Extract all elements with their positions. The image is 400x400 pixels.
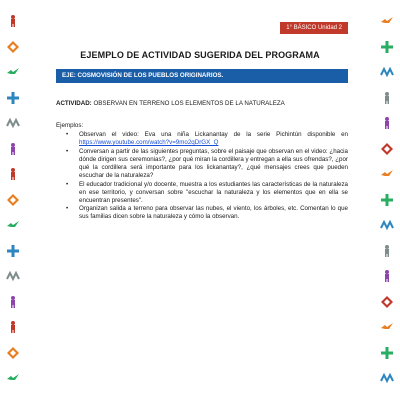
bird-motif-icon	[6, 218, 20, 232]
examples-label: Ejemplos:	[56, 122, 84, 129]
cross-motif-icon	[380, 346, 394, 360]
diamond-motif-icon	[6, 40, 20, 54]
zigzag-motif-icon	[380, 65, 394, 79]
diamond-motif-icon	[380, 142, 394, 156]
bird-motif-icon	[6, 371, 20, 385]
figure-motif-icon	[6, 320, 20, 334]
figure-motif-icon	[6, 295, 20, 309]
list-item	[56, 181, 348, 205]
bird-motif-icon	[380, 320, 394, 334]
activity-heading	[56, 100, 356, 108]
list-item-text: El educador tradicional y/o docente, muestra a los estudiantes las características de la naturaleza en ese territorio, y conversan sobre "escuchar la naturaleza y los elementos que en ella se encuentran presentes".	[79, 180, 348, 204]
cross-motif-icon	[380, 40, 394, 54]
figure-motif-icon	[380, 269, 394, 283]
cross-motif-icon	[6, 244, 20, 258]
list-item-text: Conversan a partir de las siguientes preguntas, sobre el paisaje que observan en el video: ¿hacia dónde dirigen sus ceremonias?, ¿por qué miran la cordillera y entregan a ella sus ofrendas?, ¿por qué la cordillera será importante para los lickanantay?, ¿qué mensajes crees que pueden escuchar de la naturaleza?	[79, 147, 348, 179]
list-item	[56, 148, 348, 180]
figure-motif-icon	[6, 142, 20, 156]
bullet-icon: •	[66, 147, 69, 155]
video-link[interactable]: https://www.youtube.com/watch?v=9mo2qDrGX_Q	[79, 139, 219, 147]
bird-motif-icon	[380, 14, 394, 28]
figure-motif-icon	[380, 91, 394, 105]
axis-banner: EJE: COSMOVISIÓN DE LOS PUEBLOS ORIGINARIOS.	[56, 69, 348, 83]
list-item-text: Organizan salida a terreno para observar las nubes, el viento, los árboles, etc. Comentan lo que sus familias dicen sobre la naturaleza y cómo la observan.	[79, 205, 348, 221]
list-item	[56, 131, 348, 147]
bullet-icon: •	[66, 205, 69, 213]
zigzag-motif-icon	[6, 269, 20, 283]
cross-motif-icon	[6, 91, 20, 105]
figure-motif-icon	[6, 167, 20, 181]
figure-motif-icon	[380, 116, 394, 130]
list-item	[56, 205, 348, 221]
figure-motif-icon	[380, 244, 394, 258]
zigzag-motif-icon	[380, 371, 394, 385]
figure-motif-icon	[6, 14, 20, 28]
page-title: EJEMPLO DE ACTIVIDAD SUGERIDA DEL PROGRAMA	[80, 50, 320, 60]
activity-label: ACTIVIDAD:	[56, 100, 92, 107]
zigzag-motif-icon	[6, 116, 20, 130]
bird-motif-icon	[380, 167, 394, 181]
activity-title: OBSERVAN EN TERRENO LOS ELEMENTOS DE LA NATURALEZA	[93, 100, 285, 107]
right-decorative-border	[376, 0, 398, 400]
bird-motif-icon	[6, 65, 20, 79]
left-decorative-border	[2, 0, 24, 400]
zigzag-motif-icon	[380, 218, 394, 232]
diamond-motif-icon	[6, 193, 20, 207]
examples-list	[56, 131, 348, 222]
diamond-motif-icon	[6, 346, 20, 360]
bullet-icon: •	[66, 131, 69, 138]
cross-motif-icon	[380, 193, 394, 207]
diamond-motif-icon	[380, 295, 394, 309]
unit-badge: 1° BÁSICO Unidad 2	[280, 22, 348, 34]
bullet-icon: •	[66, 180, 69, 188]
list-item-text: Observan el video: Eva una niña Lickanantay de la serie Pichintún disponible en	[79, 131, 348, 138]
